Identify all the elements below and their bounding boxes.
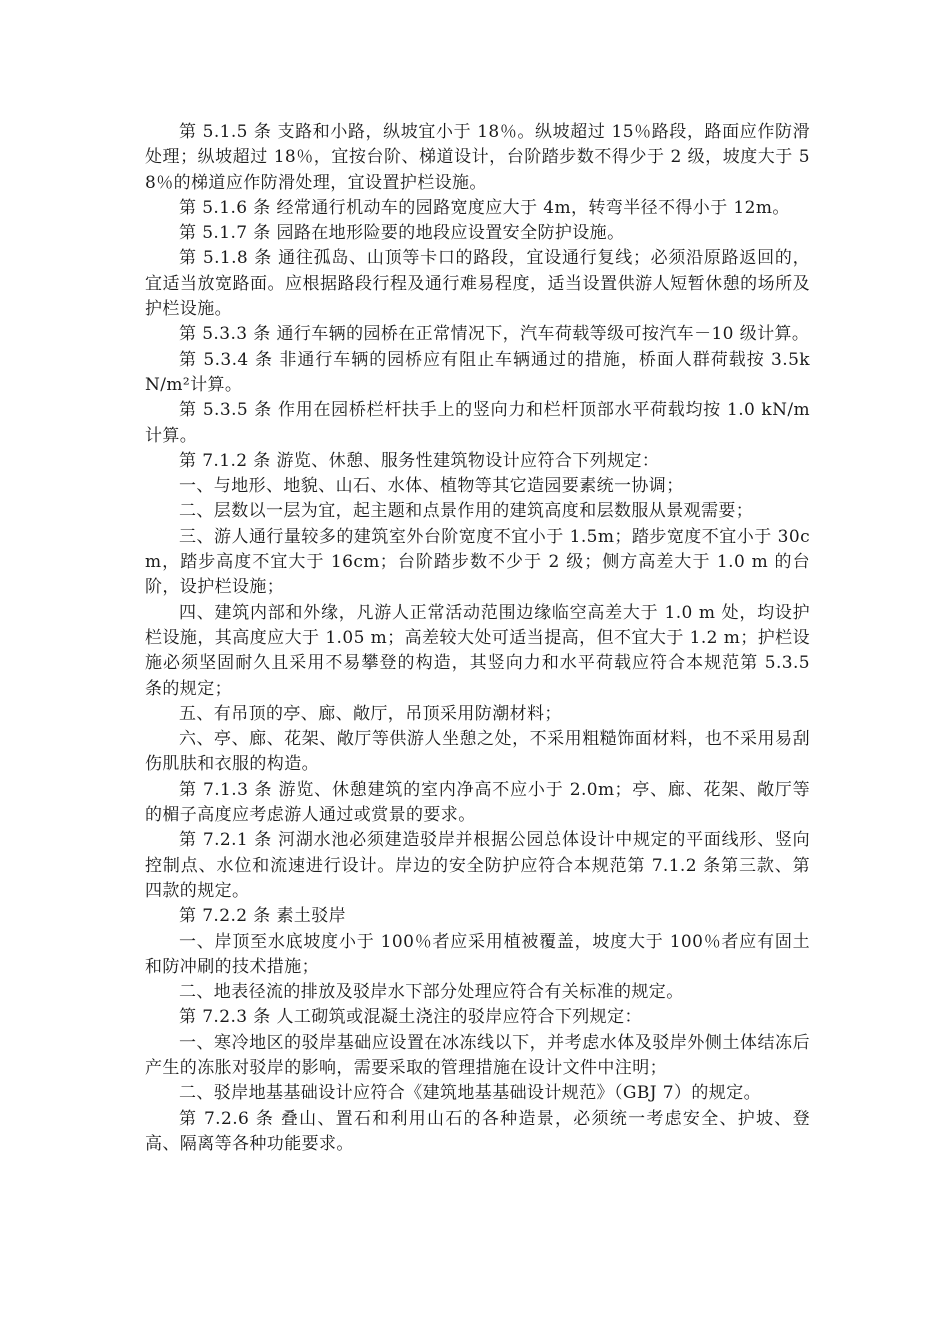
clause-7-1-2-item-3: 三、游人通行量较多的建筑室外台阶宽度不宜小于 1.5m；踏步宽度不宜小于 30cm，踏步高度不宜大于 16cm；台阶踏步数不少于 2 级；侧方高差大于 1.0 m 的台阶，设护栏设施；	[145, 526, 810, 598]
clause-7-1-2-item-6: 六、亭、廊、花架、敞厅等供游人坐憩之处，不采用粗糙饰面材料，也不采用易刮伤肌肤和衣服的构造。	[145, 729, 810, 775]
clause-7-2-2-item-2: 二、地表径流的排放及驳岸水下部分处理应符合有关标准的规定。	[179, 982, 684, 1003]
clause-7-1-2-item-1: 一、与地形、地貌、山石、水体、植物等其它造园要素统一协调；	[179, 476, 684, 497]
clause-5-3-3: 第 5.3.3 条 通行车辆的园桥在正常情况下，汽车荷载等级可按汽车－10 级计算。	[179, 324, 810, 345]
clause-5-1-6: 第 5.1.6 条 经常通行机动车的园路宽度应大于 4m，转弯半径不得小于 12m。	[179, 197, 790, 218]
clause-7-1-2-item-2: 二、层数以一层为宜，起主题和点景作用的建筑高度和层数服从景观需要；	[179, 501, 754, 522]
clause-7-1-2: 第 7.1.2 条 游览、休憩、服务性建筑物设计应符合下列规定：	[179, 450, 660, 471]
clause-5-3-5: 第 5.3.5 条 作用在园桥栏杆扶手上的竖向力和栏杆顶部水平荷载均按 1.0 kN/m 计算。	[145, 400, 810, 446]
clause-5-1-8: 第 5.1.8 条 通往孤岛、山顶等卡口的路段，宜设通行复线；必须沿原路返回的，宜适当放宽路面。应根据路段行程及通行难易程度，适当设置供游人短暂休憩的场所及护栏设施。	[145, 248, 810, 320]
document-page	[145, 120, 810, 1157]
clause-7-1-3: 第 7.1.3 条 游览、休憩建筑的室内净高不应小于 2.0m；亭、廊、花架、敞厅等的楣子高度应考虑游人通过或赏景的要求。	[145, 779, 810, 826]
clause-7-2-6: 第 7.2.6 条 叠山、置石和利用山石的各种造景，必须统一考虑安全、护坡、登高、隔离等各种功能要求。	[145, 1108, 810, 1154]
clause-5-1-5: 第 5.1.5 条 支路和小路，纵坡宜小于 18％。纵坡超过 15％路段，路面应作防滑处理；纵坡超过 18％，宜按台阶、梯道设计，台阶踏步数不得少于 2 级，坡度大于 58％的梯道应作防滑处理，宜设置护栏设施。	[145, 122, 810, 193]
clause-5-1-7: 第 5.1.7 条 园路在地形险要的地段应设置安全防护设施。	[179, 223, 625, 244]
clause-7-1-2-item-5: 五、有吊顶的亭、廊、敞厅，吊顶采用防潮材料；	[179, 703, 562, 724]
clause-7-2-3-item-1: 一、寒冷地区的驳岸基础应设置在冰冻线以下，并考虑水体及驳岸外侧土体结冻后产生的冻胀对驳岸的影响，需要采取的管理措施在设计文件中注明；	[145, 1032, 810, 1078]
clause-5-3-4: 第 5.3.4 条 非通行车辆的园桥应有阻止车辆通过的措施，桥面人群荷载按 3.5kN/m²计算。	[145, 349, 810, 395]
clause-7-2-2: 第 7.2.2 条 素土驳岸	[179, 906, 347, 927]
clause-7-2-2-item-1: 一、岸顶至水底坡度小于 100％者应采用植被覆盖，坡度大于 100％者应有固土和防冲刷的技术措施；	[145, 931, 810, 977]
clause-7-1-2-item-4: 四、建筑内部和外缘，凡游人正常活动范围边缘临空高差大于 1.0 m 处，均设护栏设施，其高度应大于 1.05 m；高差较大处可适当提高，但不宜大于 1.2 m；护栏设施必须坚固耐久且采用不易攀登的构造，其竖向力和水平荷载应符合本规范第 5.3.5 条的规定；	[145, 602, 810, 699]
clause-7-2-3-item-2: 二、驳岸地基基础设计应符合《建筑地基基础设计规范》（GBJ 7）的规定。	[179, 1083, 762, 1104]
clause-7-2-1: 第 7.2.1 条 河湖水池必须建造驳岸并根据公园总体设计中规定的平面线形、竖向控制点、水位和流速进行设计。岸边的安全防护应符合本规范第 7.1.2 条第三款、第四款的规定。	[145, 830, 810, 901]
clause-7-2-3: 第 7.2.3 条 人工砌筑或混凝土浇注的驳岸应符合下列规定：	[179, 1007, 642, 1028]
